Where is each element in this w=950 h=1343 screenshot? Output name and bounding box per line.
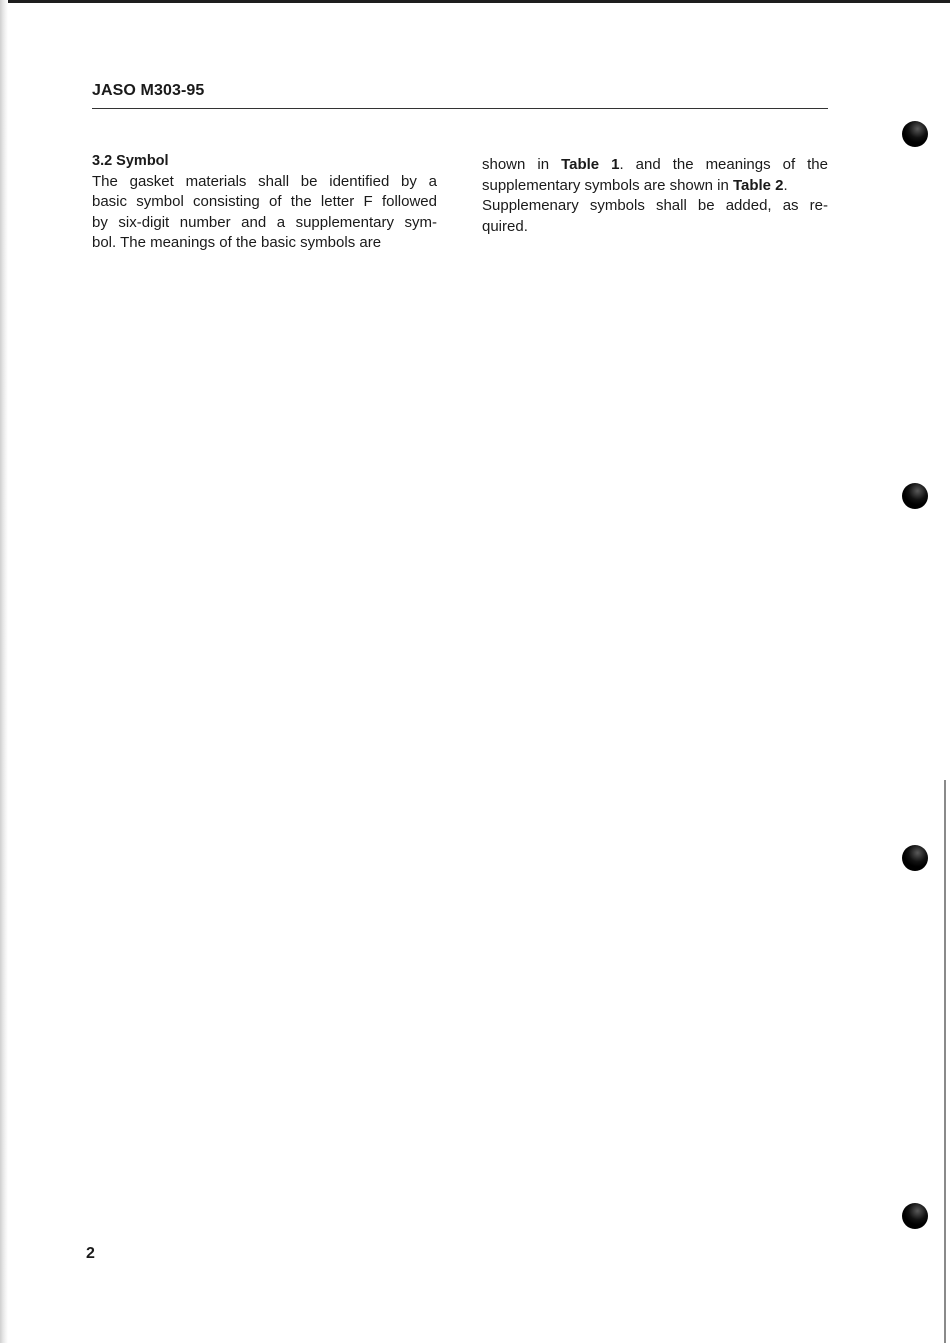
body-line: Supplemenary symbols shall be added, as re- <box>482 197 828 214</box>
body-line: by six-digit number and a supplementary sym- <box>92 213 437 231</box>
page-number: 2 <box>86 1245 95 1262</box>
body-line: basic symbol consisting of the letter F followed <box>92 193 437 210</box>
left-column <box>92 151 437 254</box>
body-line: The gasket materials shall be identified by a <box>92 172 437 190</box>
body-line <box>482 155 828 176</box>
body-text: . <box>783 176 788 194</box>
body-line: quired. <box>482 217 528 235</box>
binder-hole <box>902 845 928 871</box>
right-column <box>482 155 828 237</box>
body-text: supplementary symbols are shown in <box>482 176 733 194</box>
binder-hole <box>902 121 928 147</box>
page-top-edge <box>0 0 950 3</box>
binder-hole <box>902 483 928 509</box>
header-rule <box>92 108 828 109</box>
section-heading: 3.2 Symbol <box>92 153 169 169</box>
body-line: bol. The meanings of the basic symbols are <box>92 234 382 251</box>
body-text: . and the meanings of the <box>619 156 828 173</box>
table-reference: Table 1 <box>561 156 620 173</box>
page-right-edge <box>944 780 946 1343</box>
body-text: shown in <box>482 156 562 173</box>
binder-hole <box>902 1203 928 1229</box>
body-line <box>482 176 828 197</box>
table-reference: Table 2 <box>732 176 784 194</box>
document-code: JASO M303-95 <box>92 82 205 99</box>
page-left-edge <box>0 0 8 1343</box>
